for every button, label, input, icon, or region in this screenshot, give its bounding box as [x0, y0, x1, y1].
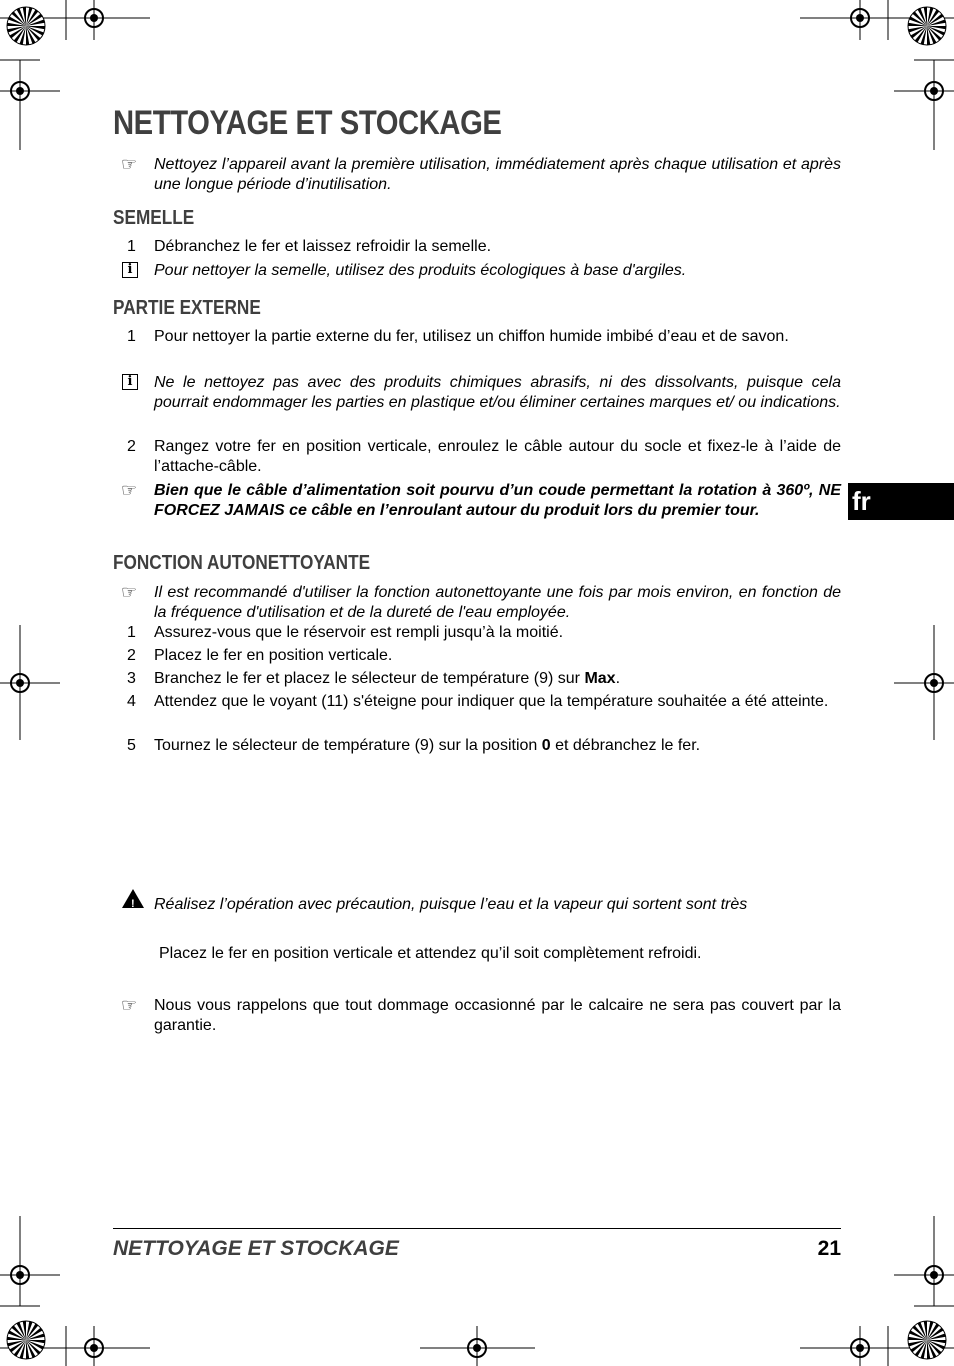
- step-number: 3: [127, 670, 136, 687]
- step-text: Branchez le fer et placez le sélecteur de température (9) sur Max.: [154, 670, 621, 687]
- step-number: 2: [127, 647, 136, 664]
- footer-title: NETTOYAGE ET STOCKAGE: [113, 1237, 399, 1260]
- recommendation-text: Il est recommandé d'utiliser la fonction autonettoyante une fois par mois environ, en fonction de la fréquence d'utilisation et de la dureté de l'eau employée.: [154, 584, 841, 621]
- step-number: 4: [127, 693, 136, 710]
- pointing-hand-icon: ☞: [121, 154, 138, 174]
- info-icon: i: [122, 371, 146, 391]
- warning-note: [113, 895, 841, 915]
- language-tab: fr: [848, 483, 954, 520]
- step-number: 1: [127, 624, 136, 641]
- step-text: Tournez le sélecteur de température (9) sur la position 0 et débranchez le fer.: [154, 737, 701, 754]
- list-item: [113, 437, 841, 477]
- list-item: [113, 623, 841, 643]
- step-text: Assurez-vous que le réservoir est rempli jusqu’à la moitié.: [154, 624, 564, 641]
- pointing-hand-icon: ☞: [121, 582, 138, 602]
- step-text: Rangez votre fer en position verticale, enroulez le câble autour du socle et fixez-le à l’aide de l’attache-câble.: [154, 438, 841, 475]
- section-heading-autonettoyante: FONCTION AUTONETTOYANTE: [113, 552, 371, 574]
- list-item: [113, 692, 841, 712]
- info-icon: i: [122, 259, 146, 279]
- recommendation-note: [113, 583, 841, 623]
- list-item: [113, 327, 841, 347]
- list-item: [113, 669, 841, 689]
- final-note-text: Nous vous rappelons que tout dommage occasionné par le calcaire ne sera pas couvert par la garantie.: [154, 997, 841, 1034]
- intro-text: Nettoyez l’appareil avant la première utilisation, immédiatement après chaque utilisation et après une longue période d’inutilisation.: [154, 156, 841, 193]
- warning-triangle-icon: !: [122, 889, 146, 908]
- setting-max: Max: [584, 670, 616, 687]
- step-number: 5: [127, 737, 136, 754]
- list-item: [113, 736, 841, 756]
- final-note: [113, 996, 841, 1036]
- instruction-line: [113, 944, 841, 964]
- pointing-hand-icon: ☞: [121, 480, 138, 500]
- important-note: [113, 481, 841, 521]
- info-note: [113, 261, 841, 281]
- page-title: NETTOYAGE ET STOCKAGE: [113, 104, 502, 142]
- step-text: Placez le fer en position verticale.: [154, 647, 393, 664]
- page-number: 21: [817, 1237, 841, 1260]
- list-item: [113, 237, 841, 257]
- step-text: Pour nettoyer la partie externe du fer, utilisez un chiffon humide imbibé d’eau et de savon.: [154, 328, 789, 345]
- step-number: 1: [127, 328, 136, 345]
- footer-divider: [113, 1228, 841, 1229]
- setting-zero: 0: [541, 737, 551, 754]
- step-text: Débranchez le fer et laissez refroidir la semelle.: [154, 238, 492, 255]
- info-text: Pour nettoyer la semelle, utilisez des produits écologiques à base d'argiles.: [154, 262, 687, 279]
- info-note: [113, 373, 841, 413]
- list-item: [113, 646, 841, 666]
- pointing-hand-icon: ☞: [121, 995, 138, 1015]
- section-heading-partie-externe: PARTIE EXTERNE: [113, 297, 261, 319]
- instruction-text: Placez le fer en position verticale et attendez qu’il soit complètement refroidi.: [159, 945, 702, 962]
- step-number: 1: [127, 238, 136, 255]
- info-text: Ne le nettoyez pas avec des produits chimiques abrasifs, ni des dissolvants, puisque cela pourrait endommager les parties en plastique et/ou éliminer certaines marques et/ ou indications.: [154, 374, 841, 411]
- warning-text: Réalisez l’opération avec précaution, puisque l’eau et la vapeur qui sortent sont très: [154, 896, 748, 913]
- step-number: 2: [127, 438, 136, 455]
- section-heading-semelle: SEMELLE: [113, 207, 195, 229]
- intro-note: [113, 155, 841, 195]
- important-text: Bien que le câble d’alimentation soit pourvu d’un coude permettant la rotation à 360º, NE FORCEZ JAMAIS ce câble en l’enroulant autour du produit lors du premier tour.: [154, 482, 841, 519]
- step-text: Attendez que le voyant (11) s'éteigne pour indiquer que la température souhaitée a été atteinte.: [154, 693, 829, 710]
